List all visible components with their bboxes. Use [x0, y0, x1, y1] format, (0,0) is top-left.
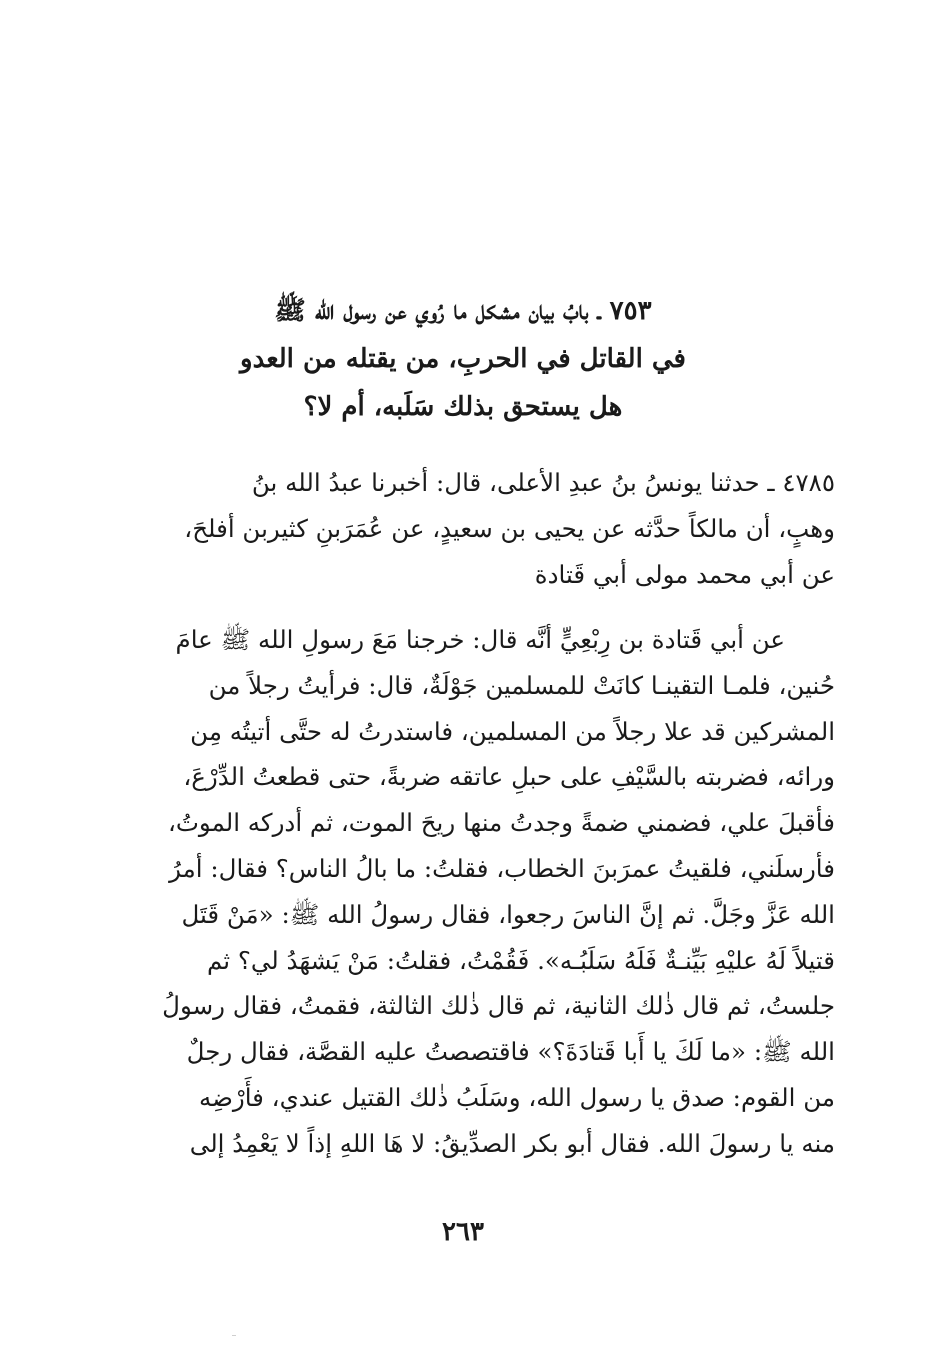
text-line-1: عن أبي قَتادة بن رِبْعِيٍّ أنَّه قال: خرجنا مَعَ رسولِ الله ﷺ عامَ — [175, 625, 785, 654]
scan-speck — [232, 1335, 236, 1336]
isnad-line-2: وهبٍ، أن مالكاً حدَّثه عن يحيى بن سعيدٍ، عن عُمَرَبنِ كثيربن أفلحَ، — [184, 514, 835, 543]
text-line-7: الله عَزَّ وجَلَّ. ثم إنَّ الناسَ رجعوا، فقال رسولُ الله ﷺ: «مَنْ قَتَل — [181, 899, 835, 929]
text-line-10: الله ﷺ: «ما لَكَ يا أَبا قَتادَةَ؟» فاقتصصتُ عليه القصَّة، فقال رجلٌ — [186, 1037, 835, 1067]
text-line-9: جلستُ، ثم قال ذٰلك الثانية، ثم قال ذٰلك الثالثة، فقمتُ، فقال رسولُ — [162, 991, 835, 1021]
text-line-11: من القوم: صدق يا رسول الله، وسَلَبُ ذٰلك القتيل عندي، فأَرْضِه — [198, 1082, 835, 1112]
text-line-2: حُنين، فلمـا التقينـا كانَتْ للمسلمين جَوْلَةٌ، قال: فرأيتُ رجلاً من — [208, 670, 835, 700]
text-line-12: منه يا رسولَ الله. فقال أبو بكر الصدِّيقُ: لا هَا اللهِ إذاً لا يَعْمِدُ إلى — [189, 1128, 835, 1158]
isnad-line-1: ٤٧٨٥ ـ حدثنا يونسُ بنُ عبدِ الأعلى، قال: أخبرنا عبدُ الله بنُ — [251, 468, 835, 497]
text-line-6: فأرسلَني، فلقيتُ عمرَبنَ الخطاب، فقلتُ: ما بالُ الناس؟ فقال: أمرُ — [169, 853, 835, 883]
hadith-isnad — [120, 460, 835, 598]
text-line-5: فأقبلَ علي، فضمني ضمةً وجدتُ منها ريحَ الموت، ثم أدركه الموتُ، — [167, 808, 835, 838]
text-line-3: المشركين قد علا رجلاً من المسلمين، فاستدرتُ له حتَّى أتيتُه مِن — [190, 716, 835, 746]
chapter-heading-line-3: هل يستحق بذلك سَلَبه، أم لا؟ — [303, 392, 623, 422]
text-line-4: ورائه، فضربته بالسَّيْفِ على حبلِ عاتقه ضربةً، حتى قطعتُ الدِّرْعَ، — [183, 762, 835, 792]
hadith-text — [120, 617, 835, 1167]
chapter-heading-line-1: ٧٥٣ ـ بابُ بيان مشكل ما رُوي عن رسول الله ﷺ — [274, 296, 652, 326]
chapter-heading-line-2: في القاتل في الحربِ، من يقتله من العدو — [240, 344, 686, 374]
isnad-line-3: عن أبي محمد مولى أبي قَتادة — [534, 560, 835, 589]
page-number: ٢٦٣ — [442, 1217, 484, 1247]
chapter-heading — [150, 287, 776, 431]
text-line-8: قتيلاً لَهُ عليْهِ بَيِّنـةٌ فَلَهُ سَلَبُـه». فَقُمْتُ، فقلتُ: مَنْ يَشهَدُ لي؟ ثم — [206, 945, 835, 975]
